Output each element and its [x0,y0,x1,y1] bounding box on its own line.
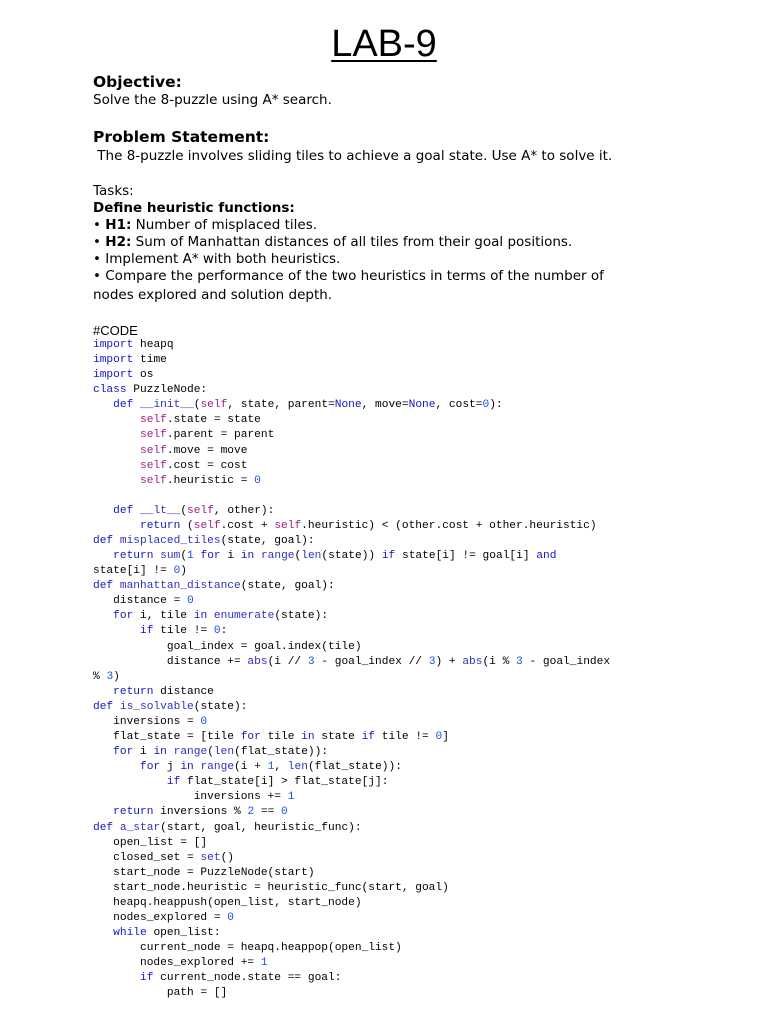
code-token: def [113,504,134,517]
code-token: class [93,384,127,397]
code-token: range [173,746,208,759]
task-item-implement [93,251,340,268]
bullet: • [93,268,101,284]
code-token: inversions = [93,715,201,728]
code-token: 1 [260,957,268,970]
code-line [93,941,610,956]
task-label: H1: [105,217,132,233]
code-token: self [140,429,167,442]
code-token [93,505,113,517]
code-token: 0 [213,625,221,638]
code-line [93,338,610,353]
code-token: ] [442,731,449,744]
objective-heading: Objective: [93,73,182,91]
code-line [93,519,610,534]
objective-text: Solve the 8-puzzle using A* search. [93,92,332,108]
code-token: len [287,761,308,774]
tasks-heading: Tasks: [93,183,134,199]
code-line [93,821,610,836]
code-token [93,761,140,773]
code-token: .heuristic) < (other.cost + other.heuristic) [301,519,597,532]
code-token: time [133,354,167,367]
code-token: if [381,550,396,563]
code-token [93,625,140,637]
task-label: H2: [105,234,132,250]
code-token: if [140,972,154,985]
code-token: (state): [193,700,248,713]
code-token: self [140,444,167,457]
code-token: sum [160,550,181,563]
code-token: tile != [375,731,436,744]
code-token: i [133,746,154,759]
code-token: i [220,550,241,563]
code-token [93,445,140,457]
code-token: (i // [267,655,308,668]
code-token: , [274,761,288,774]
code-token [93,399,113,411]
code-token: heapq.heappush(open_list, start_node) [93,896,362,909]
code-line [93,534,610,549]
code-token: def [93,535,114,548]
code-token: in [193,610,208,623]
code-token: heapq [133,339,174,351]
code-line [93,670,610,685]
code-line [93,986,610,1001]
code-token: None [334,399,362,412]
bullet: • [93,234,101,250]
code-token: 1 [287,791,295,804]
code-token: path = [] [93,987,228,1000]
code-token: nodes_explored = [93,911,228,924]
code-token: misplaced_tiles [119,535,221,548]
code-line [93,489,610,504]
code-token: 0 [227,911,234,924]
code-token: .move = move [166,444,248,457]
code-token: len [301,550,322,563]
code-token: 0 [173,565,181,578]
code-line [93,459,610,474]
code-token: .heuristic = [166,474,255,487]
code-token: self [200,399,228,412]
code-token: __init__ [140,399,194,412]
code-token: i, tile [133,610,194,623]
code-token: (state)) [321,550,382,563]
code-token: (start, goal, heuristic_func): [160,821,362,834]
code-token: flat_state = [tile [93,731,241,744]
code-token: ) + [435,655,463,668]
code-token: enumerate [213,610,275,623]
code-token: : [220,625,228,638]
code-token: - goal_index [522,655,611,668]
problem-heading: Problem Statement: [93,128,270,146]
code-token [93,776,167,788]
code-token: tile [260,731,302,744]
code-token: return [113,550,154,563]
code-token: current_node = heapq.heappop(open_list) [93,942,402,955]
code-token: nodes_explored += [93,957,261,970]
code-token: state[i] != goal[i] [395,550,537,563]
code-line [93,624,610,639]
code-line [93,383,610,398]
code-line [93,866,610,881]
code-token: self [140,459,167,472]
code-token: (state, goal): [220,535,315,548]
code-token: ): [489,399,503,412]
code-line [93,655,610,670]
code-line [93,745,610,760]
code-line [93,368,610,383]
code-token: def [93,580,114,593]
code-token: closed_set = [93,851,201,864]
code-token: __lt__ [140,504,181,517]
code-line [93,594,610,609]
code-token: == [254,806,282,819]
code-token: for [240,731,261,744]
code-token: inversions += [93,791,288,804]
task-text: Number of misplaced tiles. [131,217,318,233]
code-line [93,428,610,443]
code-token: return [113,806,154,819]
code-token: in [240,550,255,563]
code-line [93,730,610,745]
code-token: range [200,761,235,774]
code-token: 0 [435,731,443,744]
code-token: % [93,670,107,683]
code-token: .cost + [220,519,275,532]
code-line [93,896,610,911]
code-token: 3 [516,655,523,668]
code-token: 3 [307,655,315,668]
code-token: self [140,414,167,427]
code-token: self [187,504,214,517]
task-text: Sum of Manhattan distances of all tiles from their goal positions. [131,234,573,250]
code-token: state [314,731,362,744]
code-line [93,881,610,896]
code-token [93,414,140,426]
code-token: def [113,399,134,412]
code-line [93,911,610,926]
code-line [93,474,610,489]
code-token: 0 [200,715,208,728]
code-label: #CODE [93,323,138,338]
code-token: .state = state [166,414,261,427]
code-token: (i % [482,655,517,668]
code-token: (i + [234,761,268,774]
code-block [93,338,610,1001]
page-title: LAB-9 [331,23,437,65]
code-token: open_list = [] [93,836,208,849]
code-token [93,806,113,818]
code-token [93,429,140,441]
code-token: in [180,761,194,774]
code-token [93,927,113,939]
code-token: set [200,851,221,864]
code-token: if [140,625,154,638]
code-token: is_solvable [119,700,194,713]
code-token: for [140,761,161,774]
code-line [93,775,610,790]
code-token [93,550,113,562]
code-token: while [113,927,147,940]
code-token [93,475,140,487]
code-token: import [93,369,134,382]
code-token: 3 [106,670,114,683]
code-line [93,609,610,624]
code-token: (flat_state)): [307,761,402,774]
code-token: start_node = PuzzleNode(start) [93,866,315,879]
code-line [93,836,610,851]
code-token [113,701,120,713]
code-token: def [93,821,114,834]
code-token: start_node.heuristic = heuristic_func(start, goal) [93,881,449,894]
code-token: and [536,550,557,563]
code-token [207,610,214,622]
code-token: (flat_state)): [234,746,329,759]
code-token: (state): [274,610,329,623]
code-token [93,972,140,984]
code-line [93,640,610,655]
code-token: self [193,519,221,532]
code-token: inversions % [153,806,248,819]
code-token: os [133,369,154,382]
code-token: 0 [281,806,288,819]
code-token: range [260,550,295,563]
code-line [93,805,610,820]
code-token: for [113,610,134,623]
code-token: 1 [267,761,275,774]
code-token: () [220,851,235,864]
code-token: , other): [213,504,275,517]
code-token: 0 [254,474,261,487]
code-token: goal_index = goal.index(tile) [93,640,362,653]
code-token: if [361,731,376,744]
code-token: .parent = parent [166,429,275,442]
code-token [93,746,113,758]
task-continuation: nodes explored and solution depth. [93,287,333,303]
code-token: ( [180,550,188,563]
task-item-compare [93,268,604,285]
code-token: ( [294,550,302,563]
code-token: None [408,399,436,412]
code-token: 2 [247,806,255,819]
code-token: 0 [482,399,490,412]
code-token [93,520,140,532]
task-item-h2 [93,234,572,251]
code-token: in [153,746,167,759]
code-token: manhattan_distance [119,580,241,593]
code-token [113,535,120,547]
code-token: , move= [361,399,409,412]
problem-text: The 8-puzzle involves sliding tiles to achieve a goal state. Use A* to solve it. [93,148,613,164]
code-token: self [140,474,167,487]
code-token: self [274,519,302,532]
code-token: distance [153,685,214,698]
bullet: • [93,251,101,267]
code-token: .cost = cost [166,459,248,472]
code-token: a_star [119,821,161,834]
code-token [93,686,113,698]
tasks-subheading: Define heuristic functions: [93,200,295,216]
code-line [93,851,610,866]
code-token: flat_state[i] > flat_state[j]: [180,776,389,789]
code-token: , state, parent= [227,399,335,412]
code-token: return [113,685,154,698]
code-line [93,549,610,564]
code-token: tile != [153,625,214,638]
code-token: 3 [428,655,436,668]
code-token: open_list: [146,927,221,940]
code-token: j [160,761,181,774]
code-token [93,610,113,622]
code-line [93,956,610,971]
code-line [93,790,610,805]
code-line [93,398,610,413]
code-token [113,822,120,834]
task-text: Implement A* with both heuristics. [100,251,341,267]
code-line [93,579,610,594]
code-token: for [113,746,134,759]
code-token: distance = [93,595,187,608]
code-token: abs [247,655,268,668]
code-token: len [213,746,235,759]
code-token: return [140,519,181,532]
code-token: for [200,550,221,563]
code-line [93,685,610,700]
code-token: distance += [93,655,248,668]
code-token: current_node.state == goal: [153,972,342,985]
code-token: import [93,339,134,351]
code-line [93,760,610,775]
code-token: if [166,776,181,789]
code-line [93,700,610,715]
code-token: def [93,700,114,713]
code-token: abs [462,655,483,668]
code-line [93,564,610,579]
code-token: ( [193,399,201,412]
code-line [93,926,610,941]
code-token [93,460,140,472]
task-text: Compare the performance of the two heuristics in terms of the number of [100,268,604,284]
code-token: state[i] != [93,565,174,578]
code-token [167,746,174,758]
code-token: (state, goal): [240,580,335,593]
code-line [93,413,610,428]
code-line [93,444,610,459]
task-item-h1 [93,217,317,234]
code-line [93,504,610,519]
bullet: • [93,217,101,233]
code-token: ( [207,746,214,759]
code-line [93,353,610,368]
code-token: import [93,354,134,367]
code-line [93,715,610,730]
code-line [93,971,610,986]
code-token: 0 [187,595,194,608]
code-token: ( [180,504,188,517]
code-token: 1 [187,550,194,563]
code-token: ( [180,519,194,532]
code-token [113,580,120,592]
code-token: ) [180,565,188,578]
code-token: PuzzleNode: [126,384,208,397]
code-token: - goal_index // [314,655,429,668]
code-token: , cost= [435,399,483,412]
code-token: ) [113,670,120,683]
code-token: in [301,731,315,744]
code-token [254,550,261,562]
